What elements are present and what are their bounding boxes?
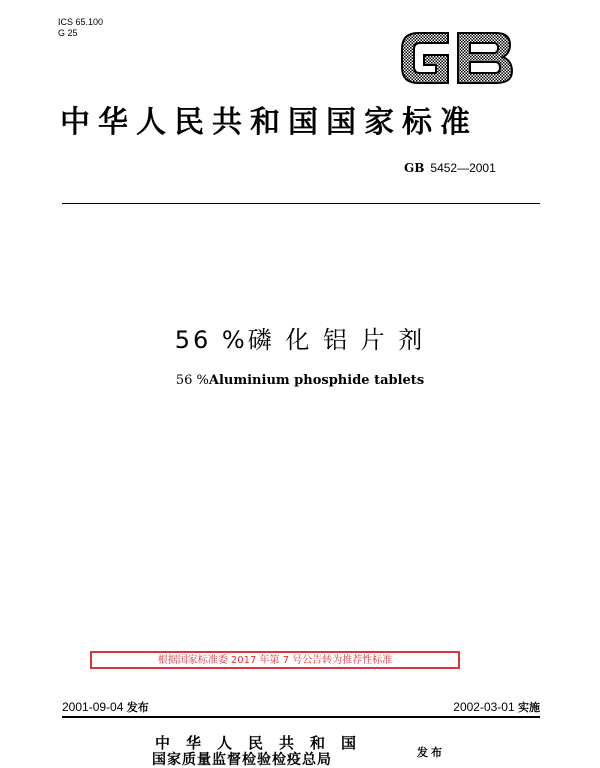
- standard-code: 5452—2001: [430, 161, 496, 175]
- standard-number: [404, 161, 496, 175]
- standard-prefix: GB: [404, 161, 425, 175]
- implement-date-label: 实施: [518, 701, 540, 714]
- title-en-percent: 56 %: [175, 373, 209, 388]
- issue-date-label: 发布: [126, 701, 149, 714]
- title-en-text: Aluminium phosphide tablets: [208, 373, 425, 388]
- issuer-publish-label: 发布: [417, 746, 445, 759]
- top-divider: [62, 203, 540, 204]
- country-standard-title: 中华人民共和国国家标准: [60, 105, 478, 140]
- implement-date-block: [400, 699, 540, 715]
- issuer-agency: 国家质量监督检验检疫总局: [152, 752, 332, 768]
- document-title-en: [0, 373, 600, 388]
- bottom-divider: [62, 716, 540, 718]
- issuer-country: 中华人民共和国: [155, 734, 373, 752]
- document-title-cn: 56 %磷 化 铝 片 剂: [174, 326, 426, 354]
- issue-date: 2001-09-04: [62, 700, 124, 714]
- implement-date: 2002-03-01: [453, 700, 515, 714]
- recommended-standard-notice: 根据国家标准委 2017 年第 7 号公告转为推荐性标准: [90, 651, 460, 669]
- ics-code: ICS 65.100: [58, 17, 104, 27]
- ccs-code: G 25: [58, 28, 78, 38]
- issue-date-block: [62, 699, 149, 715]
- gb-logo-icon: [398, 29, 514, 87]
- classification-codes: [58, 17, 103, 39]
